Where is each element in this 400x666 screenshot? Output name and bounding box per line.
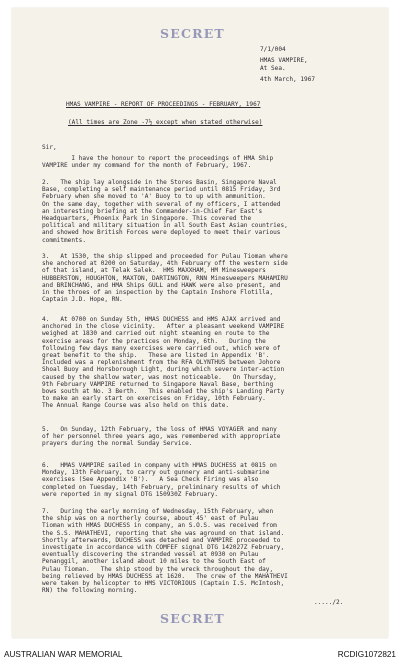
paragraph-1: I have the honour to report the proceedings of HMA Ship VAMPIRE under my command for the month of February, 1967. bbox=[42, 155, 274, 170]
ship-location: At Sea. bbox=[260, 65, 286, 72]
secret-stamp-bottom: SECRET bbox=[160, 611, 225, 626]
paragraph-3: 3. At 1530, the ship slipped and proceeded for Pulau Tioman where she anchored at 0200 on Saturday, 4th February off the western side of that island, at Telak Salek. HMS MAXXHAM, HM Minesweepers HUBBERSTON, HOUGHTON, MAXTON, DARTINGTON, RNN Minesweepers MAHAMIRU and BRINCHANG, and HMA Ships GULL and HAWK were also present, and in the throes of an inspection by the Captain Inshore Flotilla, Captain J.D. Hope, RN. bbox=[42, 253, 288, 304]
paragraph-7: 7. During the early morning of Wednesday, 15th February, when the ship was on a northerly course, about 45' east of Pulau Tioman with HMAS DUCHESS in company, an S.O.S. was received from the S.S. MAHATHEVI, reporting that she was aground on that island. Shortly afterwards, DUCHESS was detached and VAMPIRE proceeded to investigate in accordance with COMFEF signal DTG 142027Z February, eventually discovering the stranded vessel at 0930 on Pulau Penanggil, another island about 10 miles to the South East of Pulau Tioman. The ship stood by the wreck throughout the day, being relieved by HMAS DUCHESS at 1620. The crew of the MAHATHEVI were taken by helicopter to HMS VICTORIOUS (Captain I.S. McIntosh, RN) the following morning. bbox=[42, 508, 288, 595]
document-date: 4th March, 1967 bbox=[260, 76, 316, 83]
archive-footer bbox=[0, 640, 400, 666]
paragraph-4: 4. At 0700 on Sunday 5th, HMAS DUCHESS and HMS AJAX arrived and anchored in the close vicinity. After a pleasant weekend VAMPIRE weighed at 1830 and carried out night steaming en route to the exercise areas for the practices on Monday, 6th. During the following few days many exercises were carried out, which were of great benefit to the ship. These are listed in Appendix 'B'. Included was a replenishment from the RFA OLYNTHUS between Johore Shoal Buoy and Horsborough Light, during which severe inter-action caused by the shallow water, was most noticeable. On Thursday, 9th February VAMPIRE returned to Singapore Naval Base, berthing bows south at No. 3 Berth. This enabled the ship's Landing Party to make an early start on exercises on Friday, 10th February. The Annual Range Course was also held on this date. bbox=[42, 316, 285, 410]
paragraph-6: 6. HMAS VAMPIRE sailed in company with HMAS DUCHESS at 0815 on Monday, 13th February, to carry out gunnery and anti-submarine exercises (See Appendix 'B'). A Sea Check Firing was also completed on Tuesday, 14th February, preliminary results of which were reported in my signal DTG 150930Z February. bbox=[42, 462, 281, 498]
reference-number: 7/1/004 bbox=[260, 46, 286, 53]
paragraph-5: 5. On Sunday, 12th February, the loss of HMAS VOYAGER and many of her personnel three years ago, was remembered with appropriate prayers during the normal Sunday Service. bbox=[42, 426, 281, 448]
archive-name: AUSTRALIAN WAR MEMORIAL bbox=[4, 650, 123, 659]
continuation-marker: ...../2. bbox=[314, 599, 344, 606]
ship-name: HMAS VAMPIRE, bbox=[260, 57, 308, 64]
paragraph-2: 2. The ship lay alongside in the Stores Basin, Singapore Naval Base, completing a self maintenance period until 0815 Friday, 3rd February when she moved to 'A' Buoy to to up with ammunition. On the same day, together with several of my officers, I attended an interesting briefing at the Commander-in-Chief Far East's Headquarters, Phoenix Park in Singapore. This covered the political and military situation in all South East Asian countries, and showed how British Forces were deployed to meet their various commitments. bbox=[42, 179, 288, 244]
record-id: RCDIG1072821 bbox=[337, 650, 396, 659]
report-title: HMAS VAMPIRE - REPORT OF PROCEEDINGS - FEBRUARY, 1967 bbox=[66, 101, 261, 108]
report-subtitle: (All times are Zone -7½ except when stated otherwise) bbox=[68, 119, 263, 126]
salutation: Sir, bbox=[42, 144, 57, 151]
secret-stamp-top: SECRET bbox=[160, 26, 225, 41]
